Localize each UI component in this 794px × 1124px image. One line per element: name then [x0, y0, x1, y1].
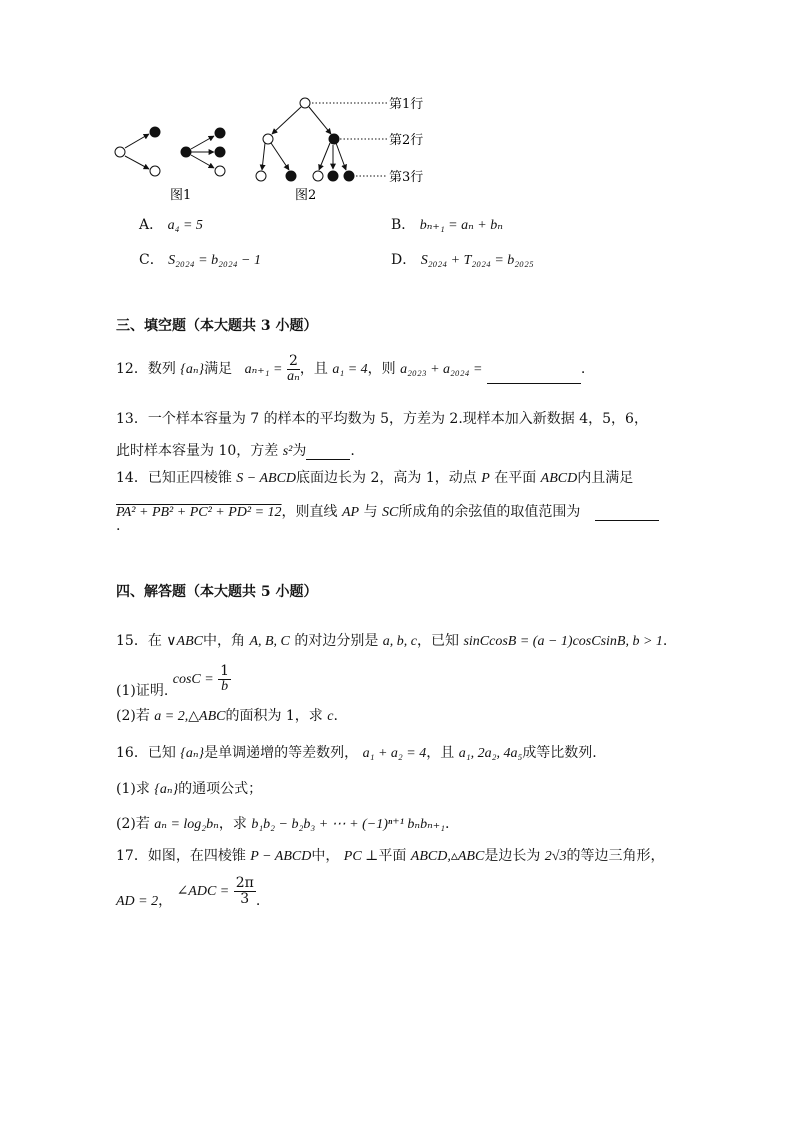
text: 底面边长为 2，高为 1，动点 [296, 470, 477, 486]
denominator: 3 [240, 890, 250, 907]
text: 内且满足 [577, 470, 634, 486]
math: 2√3 [544, 849, 567, 864]
fraction [234, 876, 256, 906]
math: ∠ADC = [176, 884, 230, 900]
answer-blank[interactable] [487, 383, 581, 384]
text: 是边长为 [484, 848, 541, 864]
fig2-caption: 图2 [295, 188, 317, 203]
math: a = 2,△ABC [154, 709, 226, 724]
math: a₁ + a₂ = 4 [362, 746, 427, 761]
text: 在 [147, 633, 162, 649]
question-15-part-2 [116, 705, 338, 725]
math: SC [382, 505, 399, 520]
node-empty [150, 166, 160, 176]
tree-figure [100, 90, 460, 205]
text: . [163, 683, 169, 700]
text: 已知正四棱锥 [147, 470, 232, 486]
math: cosC = [172, 672, 214, 688]
option-label: C． [139, 252, 164, 268]
text: 为 [292, 443, 307, 459]
question-16-part-2 [116, 813, 449, 833]
text: ， [158, 893, 173, 910]
question-number: 12． [116, 361, 148, 378]
node-filled [215, 128, 225, 138]
option-label: A． [139, 217, 164, 233]
math: a₁, 2a₂, 4a₅ [458, 746, 523, 761]
math: A, B, C [249, 634, 290, 649]
text: (2)若 [116, 708, 150, 724]
math: c [327, 709, 334, 724]
numerator: 2π [235, 875, 254, 891]
fig1-caption: 图1 [170, 188, 192, 203]
option-b [391, 214, 503, 234]
text: 在平面 [494, 470, 537, 486]
node-filled [329, 134, 339, 144]
option-label: B． [391, 217, 416, 233]
question-16-part-1 [116, 778, 262, 798]
math: a, b, c [382, 634, 418, 649]
text: ，则 [367, 361, 396, 378]
math: PC ⊥ [343, 849, 379, 864]
fraction [218, 664, 231, 694]
text: . [350, 443, 355, 459]
fraction [287, 354, 300, 384]
option-label: D． [391, 252, 417, 268]
math: ABCD,▵ABC [410, 849, 485, 864]
text: 此时样本容量为 10，方差 [116, 443, 279, 459]
text: ，则直线 [281, 504, 338, 520]
text: 是单调递增的等差数列， [204, 745, 359, 761]
row-label: 第1行 [389, 97, 424, 112]
text: 成等比数列. [522, 745, 597, 761]
node-filled [215, 147, 225, 157]
question-14-line-1 [116, 467, 633, 487]
question-15-part-1 [116, 664, 231, 700]
option-expr: bₙ₊₁ = aₙ + bₙ [419, 218, 503, 233]
numerator: 1 [220, 663, 230, 679]
denominator: aₙ [287, 368, 300, 384]
text: 已知 [147, 745, 176, 761]
math: AP [342, 505, 360, 520]
node-empty [300, 98, 310, 108]
node-filled [150, 127, 160, 137]
math: {aₙ} [154, 782, 179, 797]
text: ，已知 [417, 633, 460, 649]
node-empty [263, 134, 273, 144]
question-13-line-2 [116, 440, 355, 460]
question-number: 14． [116, 470, 148, 486]
option-expr: S₂₀₂₄ + T₂₀₂₄ = b₂₀₂₅ [420, 253, 534, 268]
math: a₂₀₂₃ + a₂₀₂₄ = [400, 362, 483, 378]
question-13-line-1: 13．一个样本容量为 7 的样本的平均数为 5，方差为 2.现样本加入新数据 4，5，6， [116, 411, 648, 427]
text: 的面积为 1，求 [225, 708, 323, 724]
math: {aₙ} [180, 746, 205, 761]
text: (2)若 [116, 816, 150, 832]
math: sinCcosB = (a − 1)cosCsinB, b > 1 [463, 634, 663, 649]
option-expr: a₄ = 5 [167, 218, 203, 233]
node-empty [313, 171, 323, 181]
math: P − ABCD [250, 849, 312, 864]
text: 平面 [378, 848, 407, 864]
node-filled [181, 147, 191, 157]
question-number: 16． [116, 745, 148, 761]
text: 满足 [204, 361, 233, 378]
text: (1)证明 [116, 683, 164, 700]
text: 如图，在四棱锥 [147, 848, 246, 864]
question-12 [116, 354, 585, 384]
text: ，且 [299, 361, 328, 378]
text: 所成角的余弦值的取值范围为 [398, 504, 581, 520]
math: {aₙ} [180, 362, 205, 378]
text: . [662, 633, 668, 649]
node-filled [286, 171, 296, 181]
text: . [255, 893, 261, 910]
question-number: 17． [116, 848, 148, 864]
section-3-title: 三、填空题（本大题共 3 小题） [116, 318, 318, 334]
text: 的通项公式； [178, 781, 263, 797]
question-17 [116, 845, 664, 865]
text: 数列 [147, 361, 176, 378]
math: aₙ₊₁ = [244, 362, 283, 378]
text: 中， [311, 848, 340, 864]
text: 中，角 [202, 633, 245, 649]
text: . [333, 708, 338, 724]
option-expr: S₂₀₂₄ = b₂₀₂₄ − 1 [168, 253, 262, 268]
text: ，且 [426, 745, 455, 761]
text: ，求 [218, 816, 247, 832]
row-label: 第2行 [389, 133, 424, 148]
question-14-end: . [116, 518, 121, 534]
text: 的等边三角形， [566, 848, 665, 864]
question-17-line-2 [116, 876, 260, 910]
math: a₁ = 4 [332, 362, 368, 378]
answer-blank[interactable] [595, 520, 659, 521]
node-filled [344, 171, 354, 181]
math: PA² + PB² + PC² + PD² = 12 [116, 505, 282, 520]
text: . [445, 816, 450, 832]
row-label: 第3行 [389, 170, 424, 185]
question-16 [116, 742, 597, 762]
math: S − ABCD [236, 471, 297, 486]
node-empty [256, 171, 266, 181]
text: 的对边分别是 [294, 633, 379, 649]
numerator: 2 [288, 353, 298, 369]
math: AD = 2 [116, 894, 159, 910]
node-filled [328, 171, 338, 181]
node-empty [215, 166, 225, 176]
denominator: b [221, 678, 229, 694]
math: ∨ABC [166, 634, 203, 649]
math: ABCD [540, 471, 578, 486]
option-a [139, 214, 203, 234]
option-c [139, 249, 261, 269]
question-number: 15． [116, 633, 148, 649]
answer-blank[interactable] [306, 459, 350, 460]
text: 与 [363, 504, 378, 520]
text: . [580, 361, 586, 378]
node-empty [115, 147, 125, 157]
math: P [481, 471, 490, 486]
math: s² [282, 444, 293, 459]
section-4-title: 四、解答题（本大题共 5 小题） [116, 584, 318, 600]
option-d [391, 249, 534, 269]
math: b₁b₂ − b₂b₃ + ⋯ + (−1)ⁿ⁺¹ bₙbₙ₊₁ [251, 817, 445, 832]
text: (1)求 [116, 781, 150, 797]
question-14-line-2 [116, 501, 659, 521]
math: aₙ = log₂bₙ [154, 817, 219, 832]
question-15 [116, 630, 667, 650]
